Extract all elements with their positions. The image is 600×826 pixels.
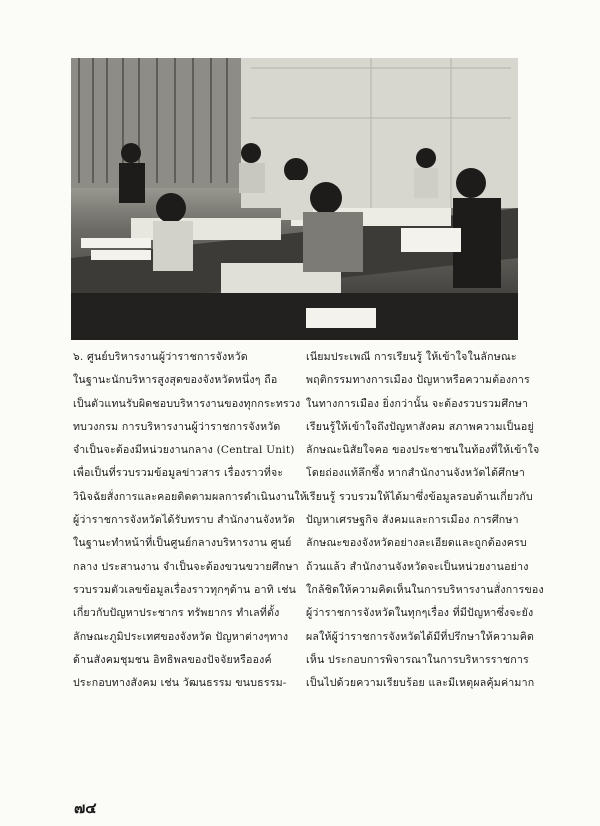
page-number: ๗๔	[74, 799, 97, 817]
text-line: ทบวงกรม การบริหารงานผู้ว่าราชการจังหวัด	[73, 420, 281, 433]
text-line: ใกล้ชิดให้ความคิดเห็นในการบริหารงานสั่งการของ	[306, 583, 544, 596]
text-line: เป็นตัวแทนรับผิดชอบบริหารงานของทุกกระทรวง	[73, 397, 301, 410]
text-line: เห็น ประกอบการพิจารณาในการบริหารราชการ	[306, 653, 529, 666]
text-line: ด้านสังคมชุมชน อิทธิพลของปัจจัยหรือองค์	[73, 653, 272, 666]
text-line: ผู้ว่าราชการจังหวัดในทุกๆเรื่อง ที่มีปัญหาซึ่งจะยัง	[306, 607, 534, 620]
text-line: กลาง ประสานงาน จำเป็นจะต้องขวนขวายศึกษา	[73, 560, 299, 573]
text-line: ปัญหาเศรษฐกิจ สังคมและการเมือง การศึกษา	[306, 514, 519, 527]
text-line: ในทางการเมือง ยิ่งกว่านั้น จะต้องรวบรวมศึกษา	[306, 397, 529, 410]
text-line: พฤติกรรมทางการเมือง ปัญหาหรือความต้องการ	[306, 374, 530, 387]
text-line: โดยถ่องแท้ลึกซึ้ง หากสำนักงานจังหวัดได้ศึกษา	[306, 467, 526, 480]
text-line: ประกอบทางสังคม เช่น วัฒนธรรม ขนบธรรม-	[73, 677, 287, 690]
right-column	[306, 346, 544, 695]
left-column	[73, 346, 308, 695]
text-line: ถ้วนแล้ว สำนักงานจังหวัดจะเป็นหน่วยงานอย่าง	[306, 560, 529, 573]
text-line: รวบรวมตัวเลขข้อมูลเรื่องราวทุกๆด้าน อาทิ เช่น	[73, 583, 297, 596]
text-line: จำเป็นจะต้องมีหน่วยงานกลาง (Central Unit)	[73, 444, 295, 457]
text-line: เรียนรู้ รวบรวมให้ได้มาซึ่งข้อมูลรอบด้านเกี่ยวกับ	[306, 490, 533, 503]
text-line: ในฐานะทำหน้าที่เป็นศูนย์กลางบริหารงาน ศูนย์	[73, 537, 292, 550]
text-line: ในฐานะนักบริหารสูงสุดของจังหวัดหนึ่งๆ ถือ	[73, 374, 278, 387]
text-line: ๖. ศูนย์บริหารงานผู้ว่าราชการจังหวัด	[73, 351, 248, 363]
text-line: ผู้ว่าราชการจังหวัดได้รับทราบ สำนักงานจังหวัด	[73, 514, 295, 527]
text-line: เพื่อเป็นที่รวบรวมข้อมูลข่าวสาร เรื่องราวที่จะ	[73, 467, 284, 480]
text-line: เกี่ยวกับปัญหาประชากร ทรัพยากร ทำเลที่ตั้ง	[73, 607, 280, 620]
text-line: เนียมประเพณี การเรียนรู้ ให้เข้าใจในลักษณะ	[306, 351, 517, 363]
text-line: ลักษณะนิสัยใจคอ ของประชาชนในท้องที่ให้เข้าใจ	[306, 444, 540, 457]
text-line: วินิจฉัยสั่งการและคอยติดตามผลการดำเนินงานให้	[73, 490, 307, 503]
text-line: ผลให้ผู้ว่าราชการจังหวัดได้มีที่ปรึกษาให้ความคิด	[306, 630, 535, 643]
office-photo-icon	[71, 58, 518, 340]
text-line: ลักษณะของจังหวัดอย่างละเอียดและถูกต้องครบ	[306, 537, 527, 550]
text-line: เป็นไปด้วยความเรียบร้อย และมีเหตุผลคุ้มค่ามาก	[306, 677, 535, 690]
office-photo	[71, 58, 518, 340]
text-line: ลักษณะภูมิประเทศของจังหวัด ปัญหาต่างๆทาง	[73, 630, 289, 643]
text-line: เรียนรู้ให้เข้าใจถึงปัญหาสังคม สภาพความเป็นอยู่	[306, 420, 534, 433]
